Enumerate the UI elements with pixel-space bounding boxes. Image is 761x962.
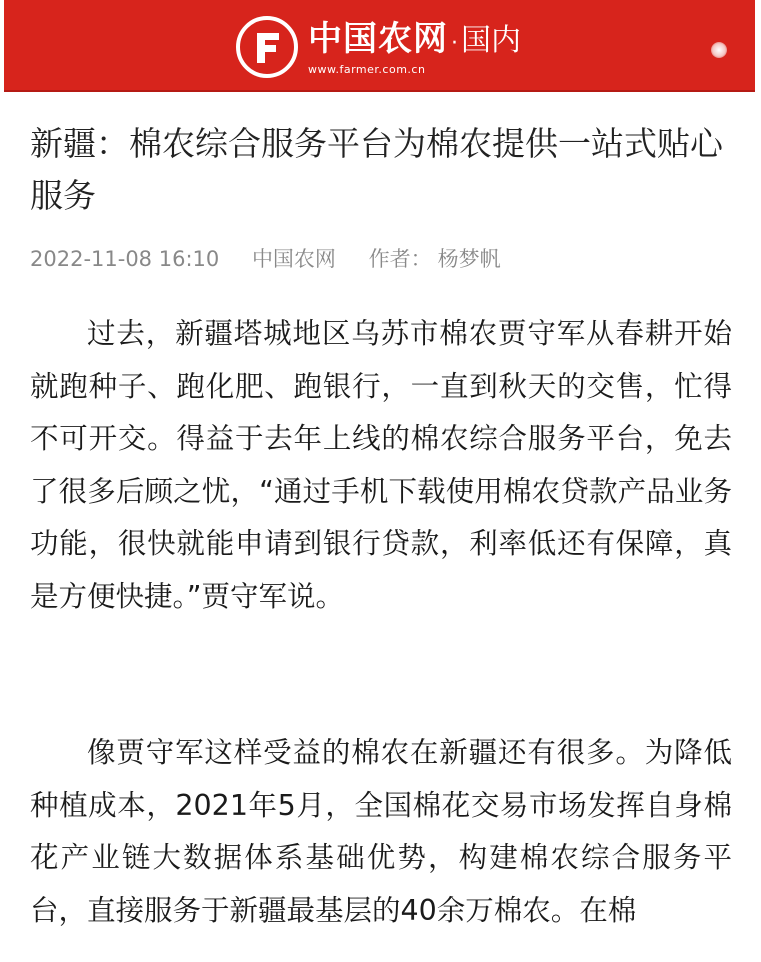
article-paragraph: 过去，新疆塔城地区乌苏市棉农贾守军从春耕开始就跑种子、跑化肥、跑银行，一直到秋天的交售，忙得不可开交。得益于去年上线的棉农综合服务平台，免去了很多后顾之忧，“通过手机下载使用棉农贷款产品业务功能，很快就能申请到银行贷款，利率低还有保障，真是方便快捷。”贾守军说。 [30, 317, 732, 613]
logo-text-group [308, 19, 521, 76]
article-source: 中国农网 [251, 247, 336, 271]
article-paragraph: 像贾守军这样受益的棉农在新疆还有很多。为降低种植成本，2021年5月，全国棉花交易市场发挥自身棉花产业链大数据体系基础优势，构建棉农综合服务平台，直接服务于新疆最基层的40余万棉农。在棉 [30, 736, 732, 927]
site-header [4, 0, 755, 92]
header-glow-icon [711, 42, 727, 58]
logo-title-row [308, 19, 521, 61]
publish-datetime: 2022-11-08 16:10 [30, 247, 220, 271]
section-name: 国内 [461, 22, 521, 58]
site-logo[interactable] [236, 12, 521, 82]
farmer-logo-icon [236, 16, 298, 78]
author-label: 作者： [368, 247, 432, 271]
logo-separator: · [451, 30, 458, 56]
article-title: 新疆：棉农综合服务平台为棉农提供一站式贴心服务 [30, 124, 723, 215]
article-meta [30, 244, 527, 274]
logo-f-glyph [247, 27, 287, 67]
brand-name: 中国农网 [308, 18, 448, 59]
site-url: www.farmer.com.cn [308, 62, 426, 76]
author-name: 杨梦帆 [437, 247, 501, 271]
